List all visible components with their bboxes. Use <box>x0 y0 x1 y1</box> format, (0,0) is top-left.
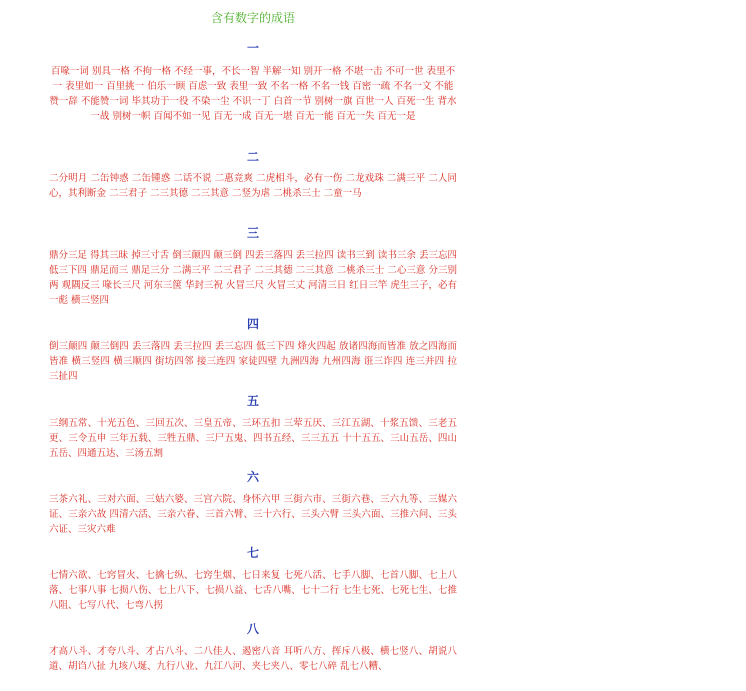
section-heading-eight: 八 <box>246 622 259 636</box>
idiom-paragraph-one: 百喙一词 别具一格 不拘一格 不经一事，不长一智 半解一知 别开一格 不堪一击 不可一世 表里不一 表里如一 百里挑一 伯乐一顾 百虑一致 表里一致 不名一格 不名一钱 百密一疏 不名一文 不能赞一辞 不能赞一词 毕其功于一役 不染一尘 不识一丁 白首一节 别树一旗 百世一人 百死一生 背水一战 别树一帜 百闻不如一见 百无一成 百无一堪 百无一能 百无一失 百无一是 <box>49 66 457 122</box>
section-heading-two: 二 <box>246 150 259 164</box>
idiom-paragraph-two: 二分明月 二缶钟惑 二缶锺惑 二话不说 二惠竞爽 二虎相斗，必有一伤 二龙戏珠 二满三平 二人同心，其利断金 二三君子 二三其德 二三其意 二竖为虐 二桃杀三士 二童一马 <box>49 173 457 199</box>
page-title: 含有数字的成语 <box>210 11 295 25</box>
idiom-paragraph-seven: 七情六欲、七窍冒火、七擒七纵、七窍生烟、七日来复 七死八活、七手八脚、七首八脚、七上八落、七事八事 七损八伤、七上八下、七损八益、七舌八嘴、七十二行 七生七死、七死七生、七推八阻、七写八代、七弯八拐 <box>49 570 457 611</box>
section-heading-five: 五 <box>246 394 259 408</box>
section-heading-one: 一 <box>246 41 259 55</box>
idiom-paragraph-eight: 才高八斗、才夸八斗、才占八斗、二八佳人、遏密八音 耳听八方、挥斥八极、横七竖八、胡说八道、胡诌八扯 九垓八埏、九行八业、九江八河、夹七夹八、零七八碎 乱七八糟、 <box>49 646 457 672</box>
section-heading-six: 六 <box>246 470 259 484</box>
idiom-paragraph-five: 三纲五常、十光五色、三回五次、三皇五帝、三环五扣 三荤五厌、三江五湖、十浆五馈、三老五更、三令五申 三年五载、三牲五鼎、三尸五鬼、四书五经、三三五五 十十五五、三山五岳、四山五岳、四通五达、三汤五割 <box>49 418 457 459</box>
idiom-paragraph-six: 三茶六礼、三对六面、三姑六婆、三宫六院、身怀六甲 三街六市、三街六巷、三六九等、三媒六证、三亲六故 四清六活、三亲六眷、三首六臂、三十六行、三头六臂 三头六面、三推六问、三头六证、三灾六难 <box>49 494 457 535</box>
section-heading-seven: 七 <box>246 546 259 560</box>
idiom-paragraph-three: 鼎分三足 得其三昧 掉三寸舌 倒三颠四 颠三倒 四丢三落四 丢三拉四 读书三到 读书三余 丢三忘四 低三下四 鼎足而三 鼎足三分 二满三平 二三君子 二三其德 二三其意 二桃杀三士 二心三意 分三别两 观隅反三 喙长三尺 河东三箧 华封三祝 火冒三尺 火冒三丈 河清三日 红日三竿 虎生三子，必有一彪 横三竖四 <box>49 250 457 306</box>
section-heading-four: 四 <box>246 317 259 331</box>
idiom-paragraph-four: 倒三颠四 颠三倒四 丢三落四 丢三拉四 丢三忘四 低三下四 烽火四起 放诸四海而皆准 放之四海而皆准 横三竖四 横三顺四 街坊四邻 接三连四 家徒四壁 九洲四海 九州四海 诳三诈四 连三并四 拉三扯四 <box>49 341 457 382</box>
section-heading-three: 三 <box>246 226 259 240</box>
